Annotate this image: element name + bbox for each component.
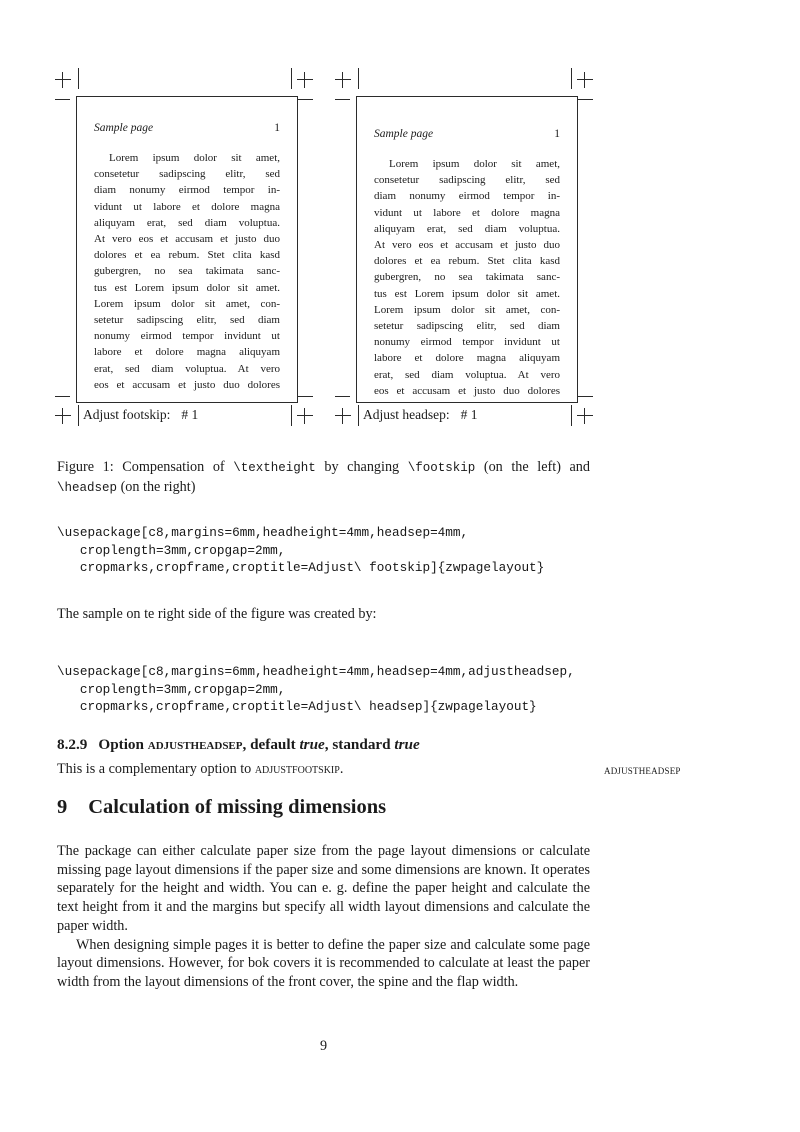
crop-mark-plus-icon bbox=[297, 72, 313, 88]
section-title: Calculation of missing dimensions bbox=[88, 796, 387, 818]
sample-text-line: dolores et ea rebum. Stet clita kasd bbox=[94, 249, 280, 262]
crop-mark-hline bbox=[55, 99, 70, 100]
option-description-text: . bbox=[339, 761, 344, 777]
sample-text-line: Lorem ipsum dolor sit amet, bbox=[389, 158, 560, 170]
caption-code: \footskip bbox=[407, 461, 476, 475]
sample-text-line: At vero eos et accusam et justo duo bbox=[374, 239, 560, 252]
subsection-title-text: , default bbox=[242, 736, 300, 753]
sample-text-line: Lorem ipsum dolor sit amet, con- bbox=[94, 297, 280, 310]
crop-mark-hline bbox=[335, 396, 350, 397]
option-ref-smallcaps: adjustfootskip bbox=[254, 761, 340, 777]
crop-mark-vline bbox=[571, 405, 572, 426]
caption-code: \textheight bbox=[233, 461, 316, 475]
crop-mark-vline bbox=[358, 68, 359, 89]
option-description-text: This is a complementary option to bbox=[57, 761, 255, 777]
sample-text-line: aliquyam erat, sed diam voluptua. bbox=[374, 222, 560, 235]
caption-text: by changing bbox=[315, 459, 408, 475]
crop-mark-plus-icon bbox=[577, 72, 593, 88]
sample-text-line: erat, sed diam voluptua. At vero bbox=[374, 368, 560, 381]
default-value: true bbox=[299, 736, 325, 753]
sample-text-line: gubergren, no sea takimata sanc- bbox=[94, 265, 280, 278]
sample-text-line: Lorem ipsum dolor sit amet, con- bbox=[374, 303, 560, 316]
crop-mark-plus-icon bbox=[297, 408, 313, 424]
figure-right-sample bbox=[335, 68, 593, 430]
sample-text-line: gubergren, no sea takimata sanc- bbox=[374, 271, 560, 284]
sample-text-line: labore et dolore magna aliquyam bbox=[94, 346, 280, 359]
sample-page-frame bbox=[356, 96, 578, 403]
sample-text-line: aliquyam erat, sed diam voluptua. bbox=[94, 216, 280, 229]
subsection-heading bbox=[57, 736, 590, 754]
sample-text-line: At vero eos et accusam et justo duo bbox=[94, 233, 280, 246]
sample-page-frame bbox=[76, 96, 298, 403]
crop-mark-vline bbox=[358, 405, 359, 426]
figure-1-illustration bbox=[55, 68, 675, 430]
sample-text-line: nonumy eirmod tempor invidunt ut bbox=[94, 330, 280, 343]
crop-mark-hline bbox=[578, 396, 593, 397]
subsection-number: 8.2.9 bbox=[57, 736, 88, 753]
code-line: croplength=3mm,cropgap=2mm, bbox=[57, 681, 286, 697]
subsection-title-text: , standard bbox=[324, 736, 395, 753]
paragraph: The package can either calculate paper size from the page layout dimensions or calculate missing page layout dimensions if the paper size and some dimensions are known. It operates separately for the height and width. You can e. g. define the paper height and calculate the text height from it and the margins but specify all width layout dimensions and calculate the paper width. bbox=[57, 843, 590, 934]
section-heading bbox=[57, 796, 590, 819]
sample-text-line: dolores et ea rebum. Stet clita kasd bbox=[374, 255, 560, 268]
page-number: 9 bbox=[319, 1038, 328, 1054]
crop-mark-plus-icon bbox=[577, 408, 593, 424]
crop-title-label: Adjust headsep: bbox=[363, 407, 450, 422]
code-line: cropmarks,cropframe,croptitle=Adjust\ footskip]{zwpagelayout} bbox=[57, 560, 545, 575]
crop-mark-hline bbox=[298, 396, 313, 397]
sample-text-line: erat, sed diam voluptua. At vero bbox=[94, 362, 280, 375]
subsection-title-text: Option bbox=[98, 736, 148, 753]
crop-mark-plus-icon bbox=[335, 408, 351, 424]
crop-mark-hline bbox=[335, 99, 350, 100]
standard-value: true bbox=[394, 736, 420, 753]
crop-mark-hline bbox=[298, 99, 313, 100]
crop-title-number: # 1 bbox=[181, 407, 199, 422]
code-listing-footskip bbox=[57, 524, 590, 577]
sample-text-line: tus est Lorem ipsum dolor sit amet. bbox=[94, 281, 280, 294]
sample-text-line: vidunt ut labore et dolore magna bbox=[374, 206, 560, 219]
caption-text: Figure 1: Compensation of bbox=[57, 459, 234, 475]
intro-sentence: The sample on te right side of the figure was created by: bbox=[57, 606, 377, 622]
text-column bbox=[57, 458, 681, 990]
crop-mark-plus-icon bbox=[55, 408, 71, 424]
sample-text-line: eos et accusam et justo duo dolores bbox=[374, 384, 560, 397]
sample-text-line: labore et dolore magna aliquyam bbox=[374, 352, 560, 365]
sample-page-header bbox=[374, 127, 560, 141]
sample-text-line: setetur sadipscing elitr, sed diam bbox=[94, 314, 280, 327]
sample-text-line: setetur sadipscing elitr, sed diam bbox=[374, 320, 560, 333]
crop-title-right bbox=[363, 407, 478, 423]
sample-text-line: vidunt ut labore et dolore magna bbox=[94, 200, 280, 213]
crop-mark-vline bbox=[78, 405, 79, 426]
crop-mark-hline bbox=[55, 396, 70, 397]
sample-text-line: consetetur sadipscing elitr, sed bbox=[94, 168, 280, 181]
sample-page-header bbox=[94, 121, 280, 135]
figure-left-sample bbox=[55, 68, 313, 430]
sample-page-body bbox=[94, 150, 280, 393]
crop-mark-hline bbox=[578, 99, 593, 100]
code-line: croplength=3mm,cropgap=2mm, bbox=[57, 542, 286, 558]
sample-text-line: diam nonumy eirmod tempor in- bbox=[374, 190, 560, 203]
sample-page-number: 1 bbox=[554, 128, 560, 140]
sample-page-title: Sample page bbox=[94, 122, 154, 134]
section-body bbox=[57, 842, 590, 992]
sample-page-body bbox=[374, 156, 560, 399]
code-line: \usepackage[c8,margins=6mm,headheight=4mm,headsep=4mm, bbox=[57, 525, 469, 540]
crop-title-left bbox=[83, 407, 198, 423]
code-line: \usepackage[c8,margins=6mm,headheight=4mm,headsep=4mm,adjustheadsep, bbox=[57, 664, 575, 679]
sample-text-line: Lorem ipsum dolor sit amet, bbox=[109, 152, 280, 164]
crop-mark-vline bbox=[571, 68, 572, 89]
code-line: cropmarks,cropframe,croptitle=Adjust\ headsep]{zwpagelayout} bbox=[57, 699, 537, 714]
crop-title-label: Adjust footskip: bbox=[83, 407, 171, 422]
sample-text-line: diam nonumy eirmod tempor in- bbox=[94, 184, 280, 197]
sample-page-title: Sample page bbox=[374, 128, 434, 140]
margin-note: adjustheadsep bbox=[604, 762, 681, 777]
sample-text-line: consetetur sadipscing elitr, sed bbox=[374, 174, 560, 187]
crop-mark-plus-icon bbox=[335, 72, 351, 88]
sample-text-line: eos et accusam et justo duo dolores bbox=[94, 378, 280, 391]
crop-mark-vline bbox=[291, 68, 292, 89]
caption-code: \headsep bbox=[57, 481, 118, 495]
sample-text-line: nonumy eirmod tempor invidunt ut bbox=[374, 336, 560, 349]
crop-mark-vline bbox=[291, 405, 292, 426]
sample-page-number: 1 bbox=[274, 122, 280, 134]
code-listing-headsep bbox=[57, 663, 590, 716]
option-description bbox=[57, 761, 681, 778]
crop-mark-plus-icon bbox=[55, 72, 71, 88]
crop-mark-vline bbox=[78, 68, 79, 89]
option-name-smallcaps: adjustheadsep bbox=[147, 736, 243, 753]
caption-text: (on the left) and bbox=[475, 459, 590, 475]
sample-text-line: tus est Lorem ipsum dolor sit amet. bbox=[374, 287, 560, 300]
section-number: 9 bbox=[57, 796, 68, 818]
caption-line bbox=[57, 458, 590, 478]
caption-line bbox=[57, 478, 590, 498]
paragraph: When designing simple pages it is better to define the paper size and calculate some page layout dimensions. However, for bok covers it is recommended to calculate at least the paper width from the layout dimensions of the front cover, the spine and the flap width. bbox=[57, 936, 590, 990]
figure-caption bbox=[57, 458, 590, 498]
crop-title-number: # 1 bbox=[460, 407, 478, 422]
caption-text: (on the right) bbox=[117, 479, 196, 495]
